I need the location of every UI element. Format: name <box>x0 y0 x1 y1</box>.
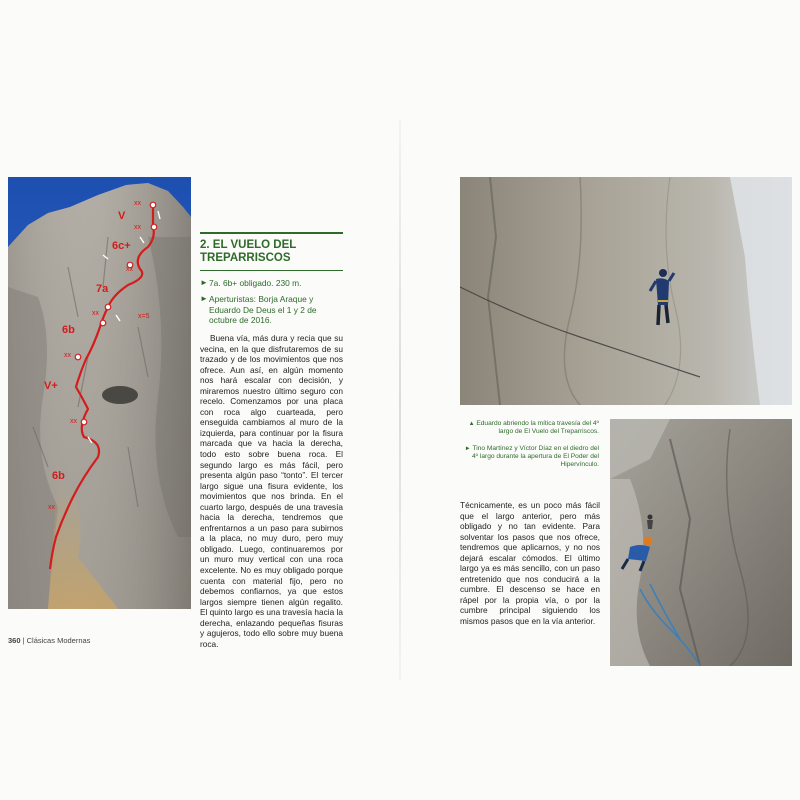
route-grade-spec <box>200 278 343 289</box>
spec-text: 7a. 6b+ obligado. 230 m. <box>209 278 302 288</box>
route-description: Buena vía, más dura y recia que su vecina, en la que disfrutaremos de su trazado y de los movimientos que nos ofrece. Aun así, en algún momento nos hará escalar con decisión, y miraremos nuestro último seguro con recelo. Comenzamos por una placa con roca algo cuarteada, pero enseguida cambiamos al muro de la izquierda, para continuar por la fisura marcada que va hacia la derecha, todo esto sobre buena roca. El segundo largo es más fácil, pero presenta algún paso “tonto”. El tercer largo sigue una fisura evidente, los movimientos que nos brinda. En el cuarto largo, después de una travesía hacia la derecha, tendremos que enfrentarnos a un paso para subirnos a la placa, no muy duro, pero muy obligado. Luego, continuaremos por un muro muy vertical con una roca excelente. No es muy obligado porque cuenta con material fijo, pero no debemos confiarnos, ya que estos largos siempre tienen algún regalito. El quinto largo es una travesía hacia la derecha, enlazando pequeñas fisuras y agujeros, todo ello sobre muy buena roca. <box>200 333 343 649</box>
caption-text: Tino Martínez y Víctor Díaz en el diedro del 4º largo durante la apertura de El Poder del Hipervínculo. <box>471 445 599 469</box>
photo-caption-right <box>460 445 599 470</box>
grade-label: 6b <box>62 324 75 336</box>
spec-text: Aperturistas: Borja Araque y Eduardo De Deus el 1 y 2 de octubre de 2016. <box>209 294 317 325</box>
arrow-right-icon: ► <box>200 294 208 303</box>
triangle-right-icon: ► <box>464 446 471 452</box>
caption-text: Eduardo abriendo la mítica travesía del 4º largo de El Vuelo del Treparriscos. <box>476 420 599 436</box>
triangle-up-icon: ▲ <box>468 421 475 427</box>
grade-label: 7a <box>96 283 109 295</box>
anchor-label: xx <box>126 266 133 273</box>
route-description-continued: Técnicamente, es un poco más fácil que el largo anterior, pero más obligado y no tan evidente. Para solventar los pasos que nos ofrece, tendremos que aplicarnos, y no nos dejará escalar cómodos. El último largo ya es más sencillo, con un paso entretenido que nos conducirá a la cumbre. El descenso se hace en rápel por la propia vía, o por la cumbre principal siguiendo los mismos pasos que en la vía anterior. <box>460 500 600 627</box>
arrow-right-icon: ► <box>200 278 208 287</box>
route-title: 2. EL VUELO DEL TREPARRISCOS <box>200 232 343 265</box>
grade-label: V <box>118 210 126 222</box>
anchor-label: xx <box>64 352 71 359</box>
page-number: 360 <box>8 636 21 645</box>
grade-label: V+ <box>44 380 58 392</box>
climber-figure <box>647 515 653 530</box>
climbers-dihedral-photo <box>610 419 792 666</box>
topo-image <box>8 177 191 609</box>
photo-caption-top <box>460 420 599 436</box>
route-openers-spec <box>200 294 343 326</box>
grade-label: 6c+ <box>112 240 131 252</box>
section-name: Clásicas Modernas <box>26 636 91 645</box>
page-gutter <box>399 120 401 680</box>
climber-traverse-photo <box>460 177 792 405</box>
anchor-label: xx <box>48 504 55 511</box>
title-underline <box>200 270 343 271</box>
anchor-label: xx <box>134 200 141 207</box>
anchor-label: xx <box>92 310 99 317</box>
route-topo-photo <box>8 177 191 609</box>
page-footer: 360 | Clásicas Modernas <box>8 636 91 645</box>
grade-label: 6b <box>52 470 65 482</box>
anchor-label: xx <box>134 224 141 231</box>
anchor-label: x=5 <box>138 313 150 320</box>
anchor-label: xx <box>70 418 77 425</box>
